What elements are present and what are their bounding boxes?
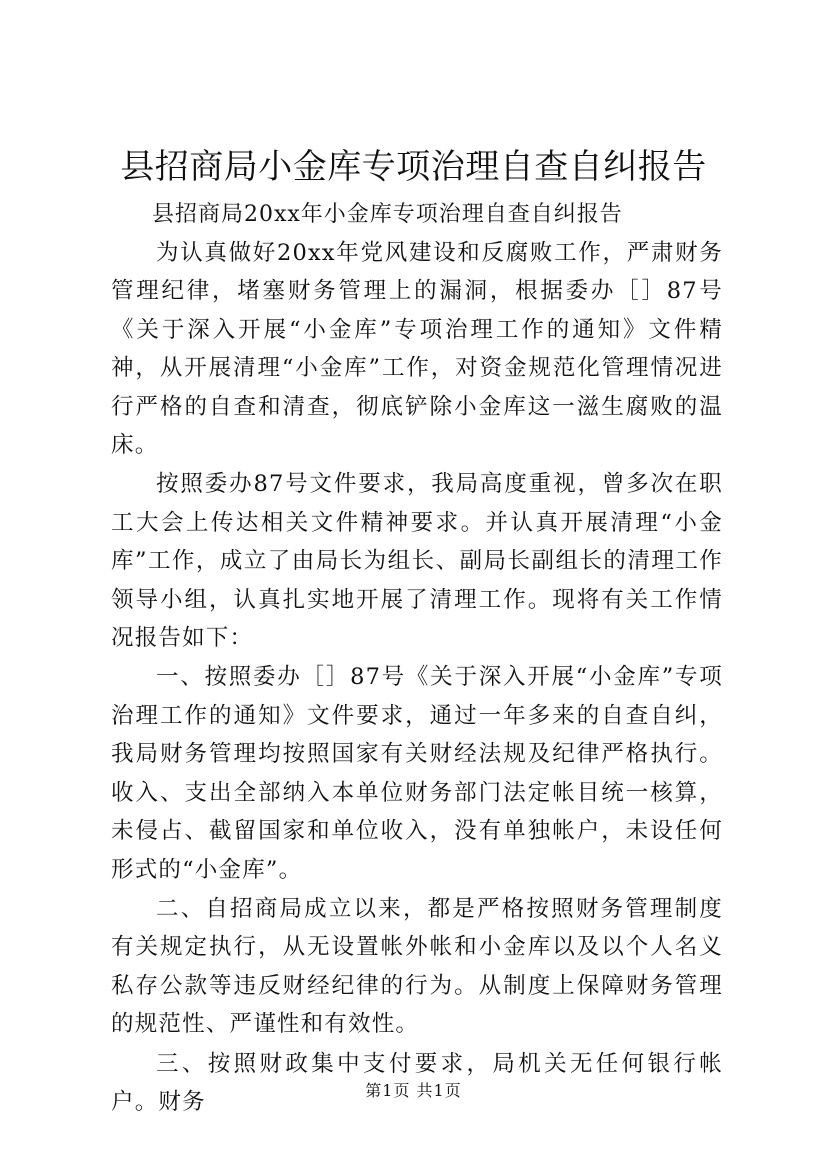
document-body bbox=[111, 234, 723, 1122]
page-number-footer: 第1页 共1页 bbox=[365, 1081, 462, 1100]
document-title: 县招商局小金库专项治理自查自纠报告 bbox=[120, 147, 707, 187]
paragraph-item-three: 三、按照财政集中支付要求，局机关无任何银行帐户。财务 bbox=[111, 1050, 723, 1115]
document-subtitle: 县招商局20xx年小金库专项治理自查自纠报告 bbox=[152, 202, 623, 227]
paragraph-item-one: 一、按照委办［］87号《关于深入开展“小金库”专项治理工作的通知》文件要求，通过一年多来的自查自纠，我局财务管理均按照国家有关财经法规及纪律严格执行。收入、支出全部纳入本单位财务部门法定帐目统一核算，未侵占、截留国家和单位收入，没有单独帐户，未设任何形式的“小金库”。 bbox=[111, 664, 723, 883]
paragraph-organization: 按照委办87号文件要求，我局高度重视，曾多次在职工大会上传达相关文件精神要求。并认真开展清理“小金库”工作，成立了由局长为组长、副局长副组长的清理工作领导小组，认真扎实地开展了清理工作。现将有关工作情况报告如下： bbox=[111, 471, 723, 652]
paragraph-intro: 为认真做好20xx年党风建设和反腐败工作，严肃财务管理纪律，堵塞财务管理上的漏洞，根据委办［］87号《关于深入开展“小金库”专项治理工作的通知》文件精神，从开展清理“小金库”工作，对资金规范化管理情况进行严格的自查和清查，彻底铲除小金库这一滋生腐败的温床。 bbox=[111, 240, 723, 459]
paragraph-item-two: 二、自招商局成立以来，都是严格按照财务管理制度有关规定执行，从无设置帐外帐和小金库以及以个人名义私存公款等违反财经纪律的行为。从制度上保障财务管理的规范性、严谨性和有效性。 bbox=[111, 895, 723, 1038]
